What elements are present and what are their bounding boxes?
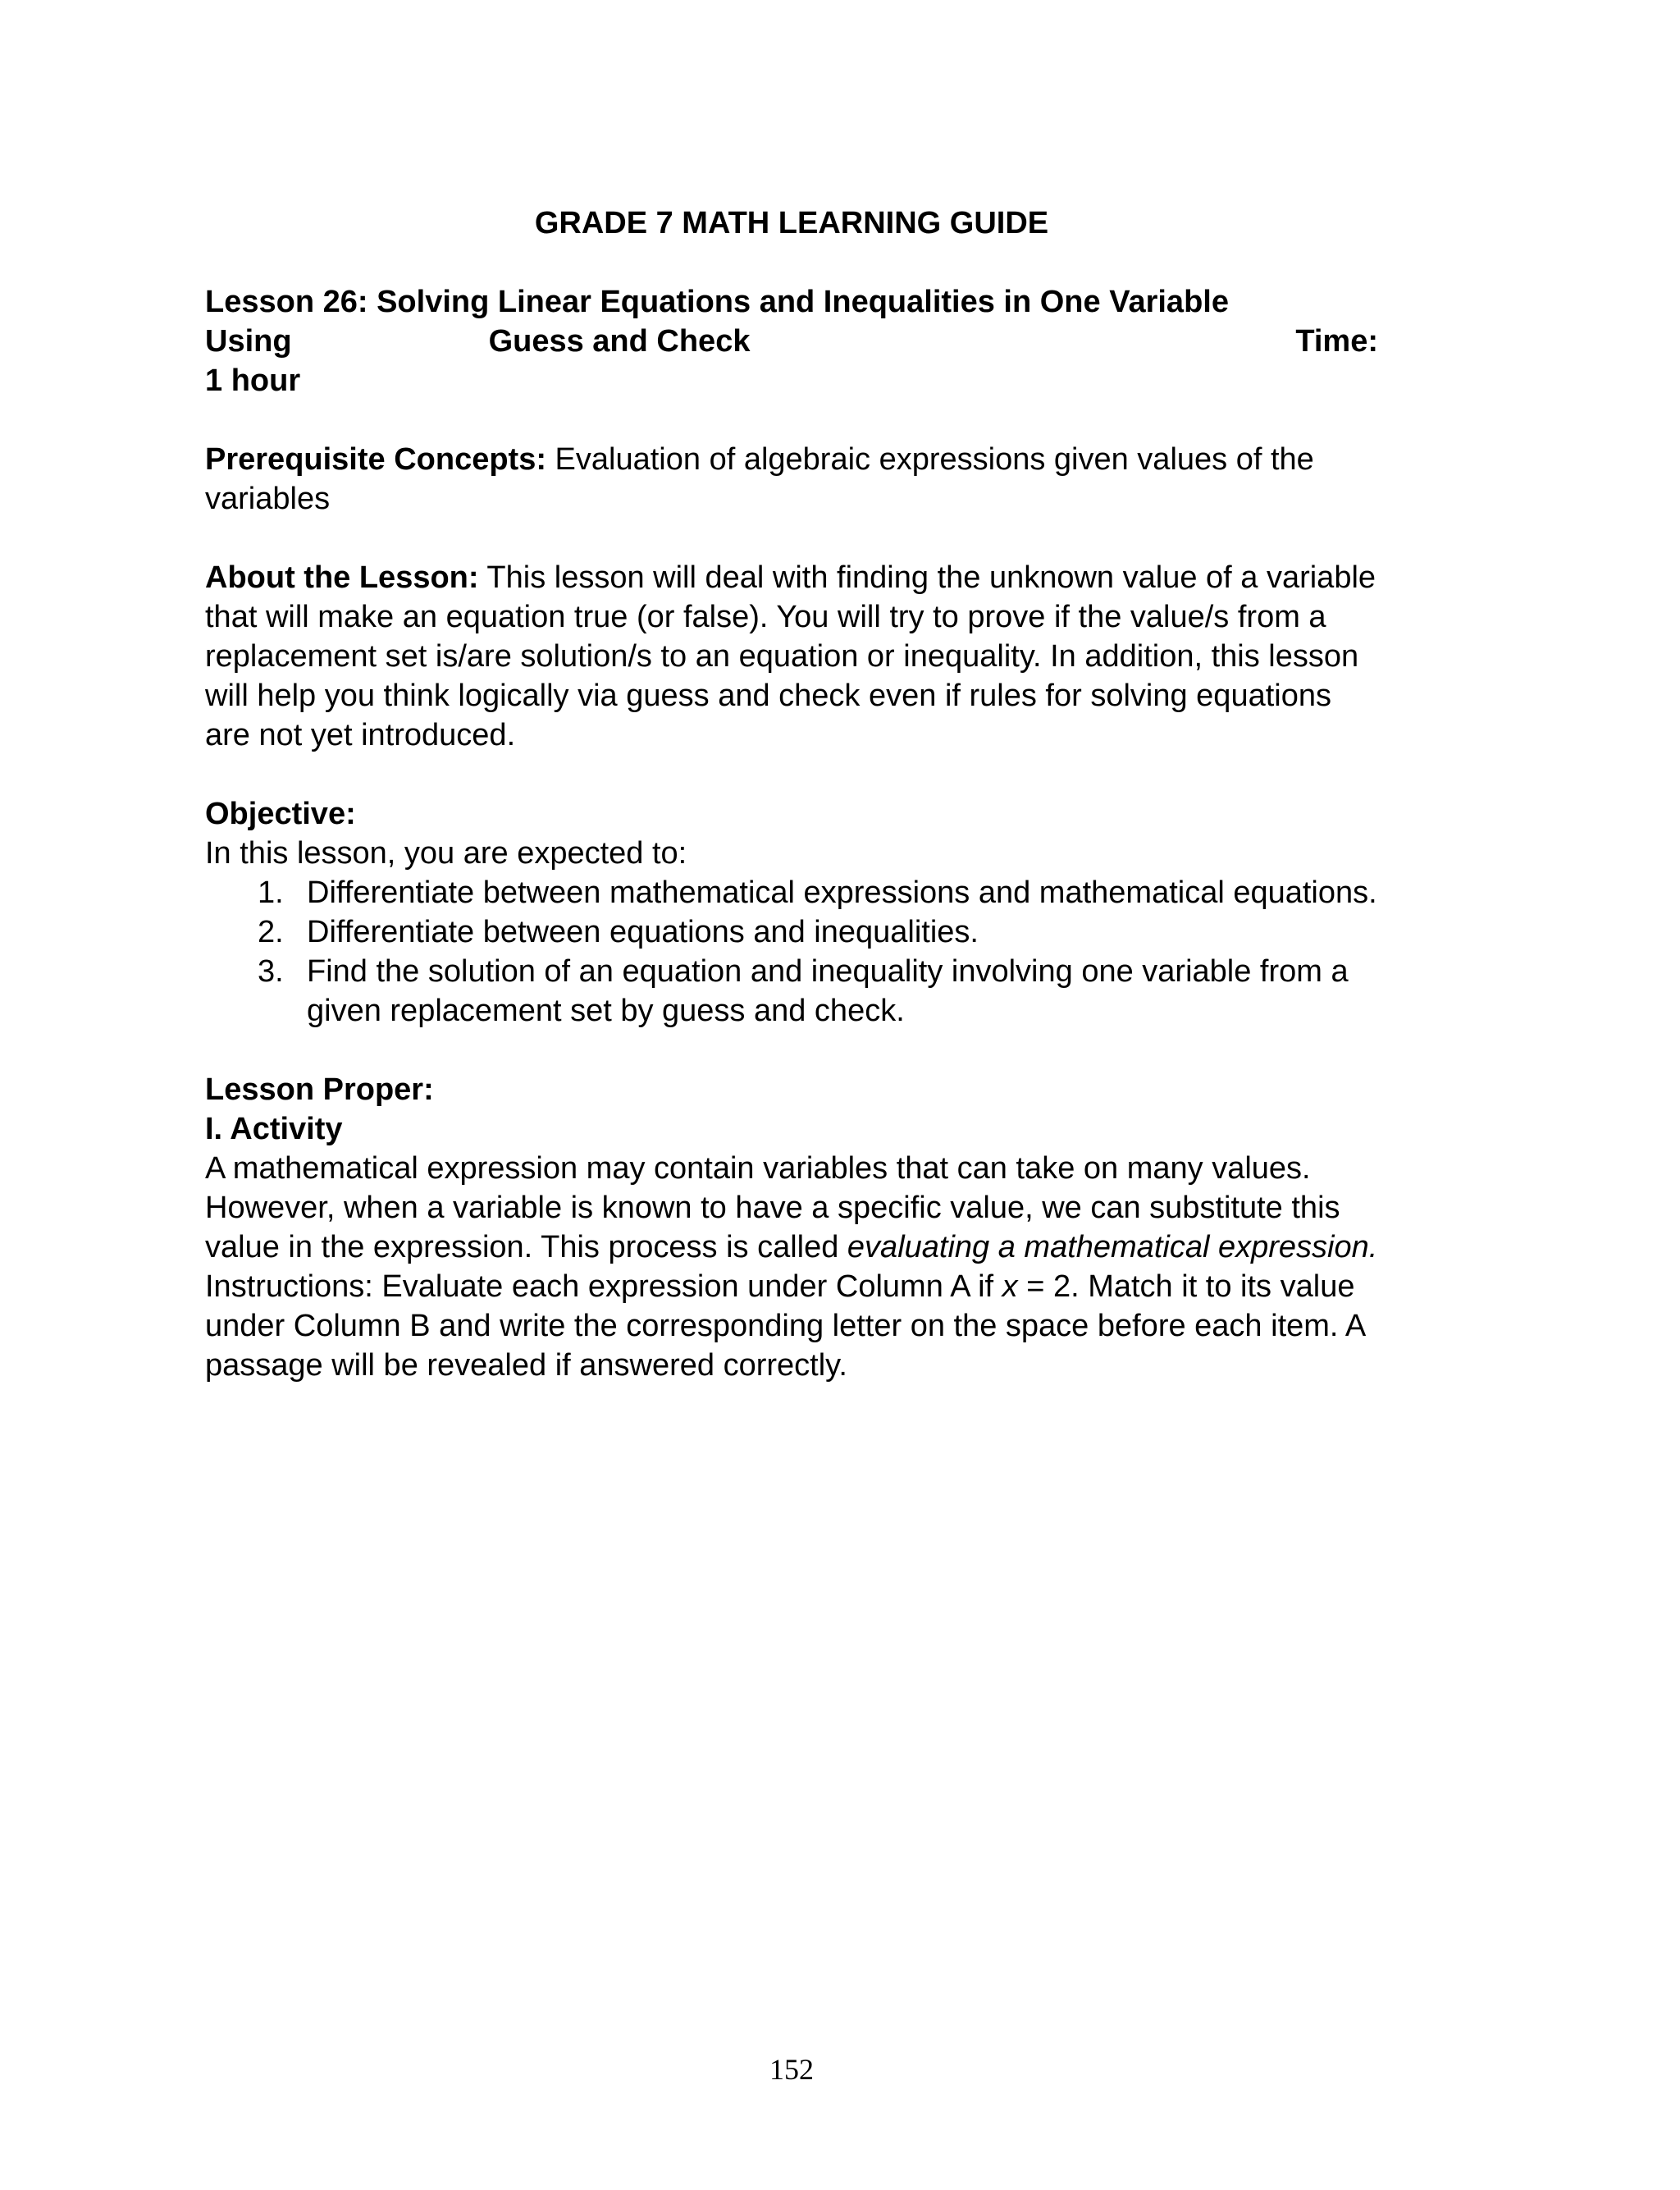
- objective-item-text: Differentiate between mathematical expressions and mathematical equations.: [307, 876, 1377, 910]
- objective-item: [258, 912, 1378, 952]
- page-number: 152: [769, 2053, 814, 2086]
- objective-heading: Objective:: [205, 797, 356, 831]
- objective-item-text: Find the solution of an equation and inequality involving one variable from a given replacement set by guess and check.: [307, 954, 1349, 1028]
- objective-item-number: 1.: [258, 876, 284, 910]
- document-body: [205, 282, 1378, 1385]
- lesson-title-using: [205, 322, 750, 361]
- activity-italic-term: evaluating a mathematical expression.: [847, 1230, 1378, 1264]
- activity-heading: I. Activity: [205, 1112, 343, 1146]
- activity-text-3: = 2. Match it to its value under Column B and write the corresponding letter on the space before each item. A passage will be revealed if answered correctly.: [205, 1269, 1365, 1383]
- about-text: This lesson will deal with finding the unknown value of a variable that will make an equation true (or false). You will try to prove if the value/s from a replacement set is/are solution/s to an equation or inequality. In addition, this lesson will help you think logically via guess and check even if rules for solving equations are not yet introduced.: [205, 560, 1376, 752]
- lesson-title-line2: [205, 322, 1378, 361]
- prerequisite-section: [205, 440, 1378, 519]
- about-label: About the Lesson:: [205, 560, 479, 595]
- objective-intro: In this lesson, you are expected to:: [205, 836, 687, 871]
- activity-text-1: A mathematical expression may contain variables that can take on many values. However, when a variable is known to have a specific value, we can substitute this value in the expression. This process is called: [205, 1151, 1340, 1264]
- activity-paragraph: [205, 1149, 1378, 1385]
- about-section: [205, 558, 1378, 755]
- objective-item-text: Differentiate between equations and inequalities.: [307, 915, 979, 949]
- objective-item-number: 3.: [258, 954, 284, 989]
- prerequisite-text: Evaluation of algebraic expressions given values of the variables: [205, 442, 1314, 516]
- lesson-title-using-text: Using: [205, 324, 292, 359]
- activity-variable: x: [1002, 1269, 1018, 1304]
- objective-item-number: 2.: [258, 915, 284, 949]
- lesson-proper-heading: Lesson Proper:: [205, 1072, 434, 1107]
- objective-list: [205, 873, 1378, 1031]
- time-value: 1 hour: [205, 363, 301, 398]
- objective-item: [258, 873, 1378, 912]
- lesson-title-method: Guess and Check: [488, 324, 751, 359]
- page-title: GRADE 7 MATH LEARNING GUIDE: [534, 206, 1049, 240]
- time-label: Time:: [1295, 324, 1378, 359]
- activity-text-2: Instructions: Evaluate each expression under Column A if: [205, 1269, 1002, 1304]
- lesson-title-line1: Lesson 26: Solving Linear Equations and Inequalities in One Variable: [205, 285, 1229, 319]
- objective-item: [258, 952, 1378, 1031]
- prerequisite-label: Prerequisite Concepts:: [205, 442, 546, 477]
